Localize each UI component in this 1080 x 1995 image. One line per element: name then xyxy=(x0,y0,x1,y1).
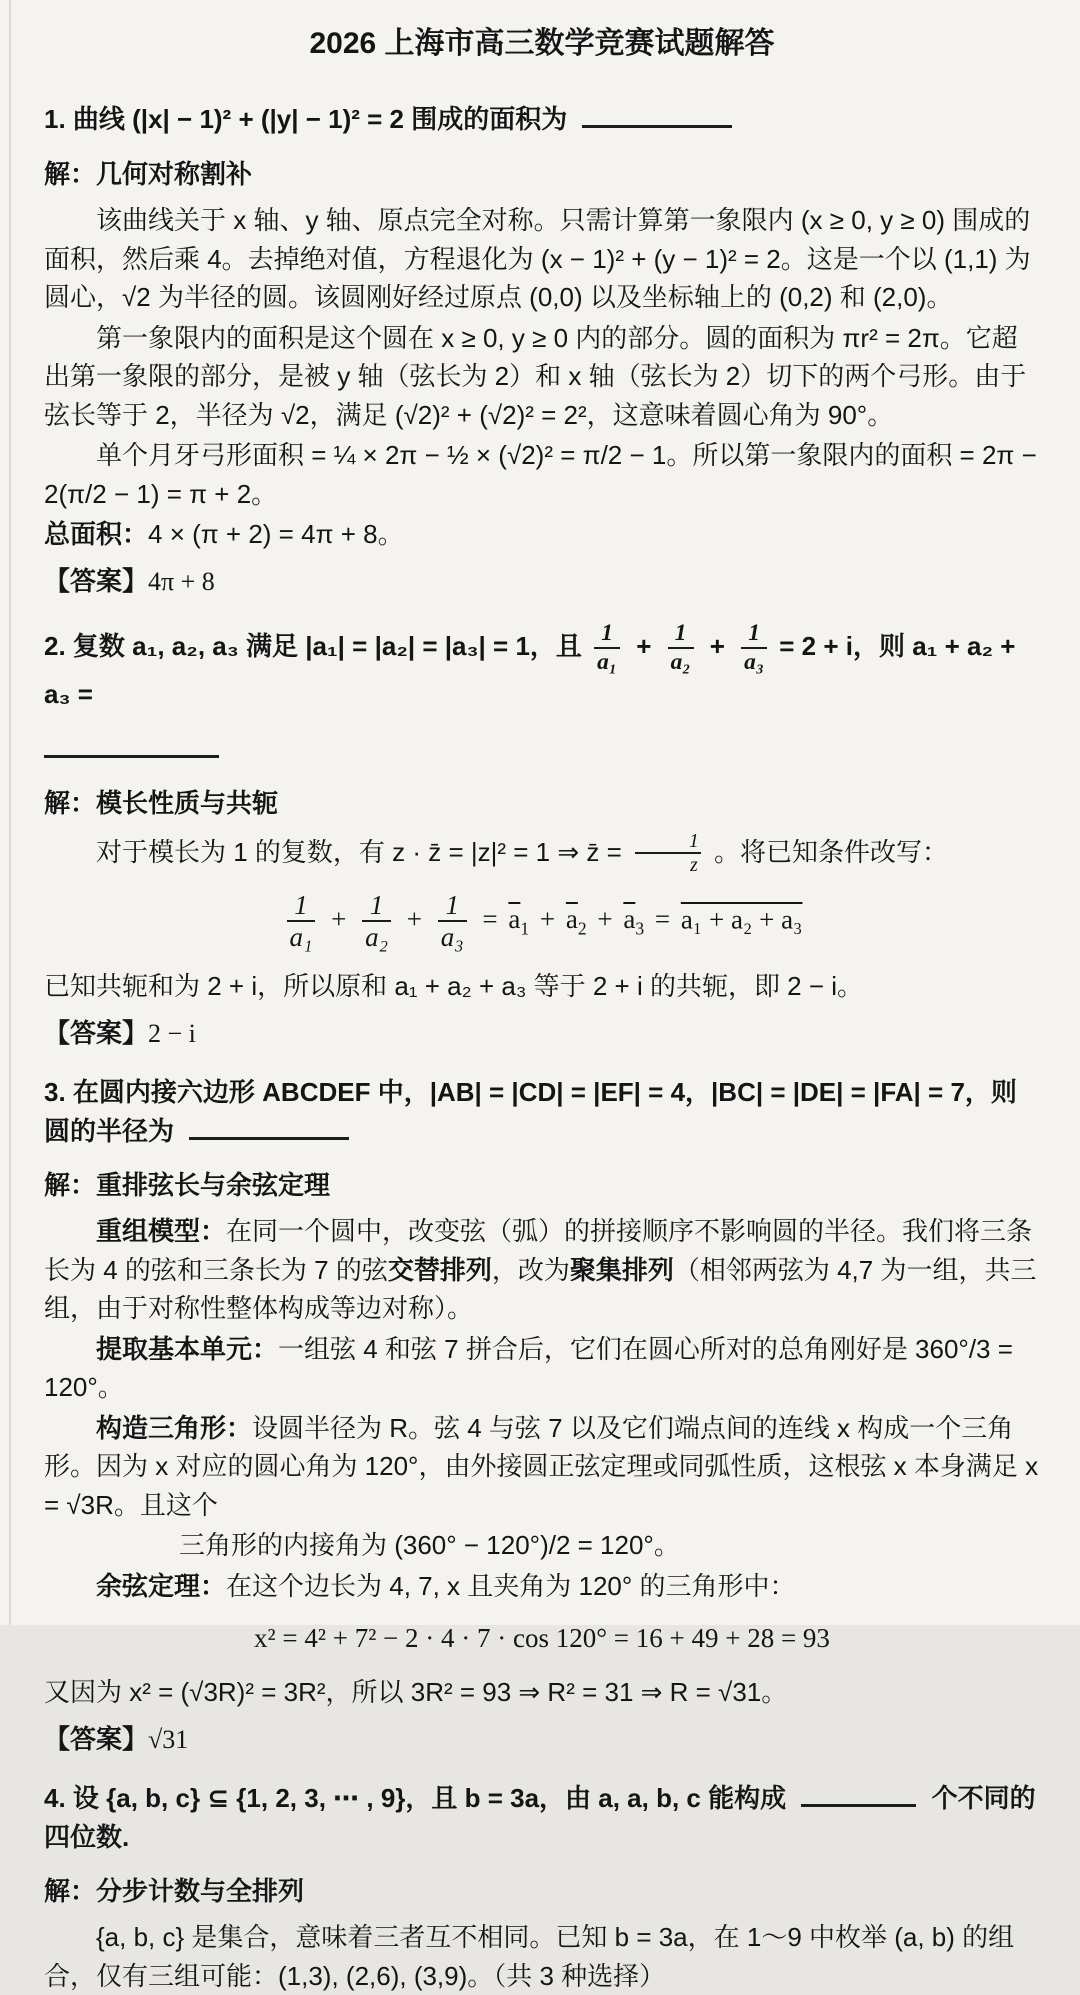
q3-method-line xyxy=(44,1166,1040,1204)
q1-total-label: 总面积： xyxy=(44,519,149,550)
q3-paragraph-4 xyxy=(44,1567,1040,1605)
q3-paragraph-1-label: 重组模型： xyxy=(96,1216,227,1247)
q4-stem xyxy=(44,1779,1040,1856)
q3-paragraph-2-text: 一组弦 4 和弦 7 拼合后，它们在圆心所对的总角刚好是 360°/3 = 120°。 xyxy=(44,1333,1013,1403)
q2-stem-text-b: = 2 + i，则 a₁ + a₂ + a₃ = xyxy=(44,631,1016,710)
q1-method-label: 解： xyxy=(44,158,97,189)
q2-answer-value: 2 − i xyxy=(148,1018,196,1048)
q2-conjugate-term-3: $\overline{a}_3$ xyxy=(623,904,645,939)
q4-method-label: 解： xyxy=(44,1876,97,1906)
q2-paragraph-1-text-b: 。将已知条件改写： xyxy=(713,836,948,867)
q1-method-line xyxy=(44,155,1040,193)
q1-answer-value: 4π + 8 xyxy=(148,566,215,596)
q3-stem xyxy=(44,1073,1040,1150)
q3-paragraph-1-text-a: 在同一个圆中，改变弦（弧）的拼接顺序不影响圆的半径。我们将三条长为 4 的弦和三条长为 7 的弦 xyxy=(44,1216,1033,1285)
q3-answer-value: √31 xyxy=(148,1724,189,1754)
q1-method-text: 几何对称割补 xyxy=(96,158,253,189)
q3-paragraph-3-continuation: 三角形的内接角为 (360° − 120°)/2 = 120°。 xyxy=(179,1530,680,1561)
q3-answer-line xyxy=(44,1720,1040,1759)
q2-answer-line xyxy=(44,1014,1040,1053)
scan-edge-line xyxy=(9,0,11,1625)
q2-eq-plus-4: + xyxy=(597,904,613,935)
q3-method-label: 解： xyxy=(44,1170,97,1201)
q2-paragraph-2: 已知共轭和为 2 + i，所以原和 a₁ + a₂ + a₃ 等于 2 + i 的共轭，即 2 − i。 xyxy=(44,971,864,1002)
q3-paragraph-1 xyxy=(44,1212,1040,1327)
q2-blank-line xyxy=(44,730,1040,768)
q2-stem xyxy=(44,621,1040,714)
q3-paragraph-2-label: 提取基本单元： xyxy=(96,1333,279,1364)
q3-paragraph-1-bold-1: 交替排列 xyxy=(387,1254,492,1285)
q1-paragraph-2: 第一象限内的面积是这个圆在 x ≥ 0, y ≥ 0 内的部分。圆的面积为 πr² = 2π。它超出第一象限的部分，是被 y 轴（弦长为 2）和 x 轴（弦长为 2）切下的两个弓形。由于弦长等于 2，半径为 √2，满足 (√2)² + (√2)² = 2²，这意味着圆心角为 90°。 xyxy=(44,322,1027,430)
q3-paragraph-1-text-b: ，改为 xyxy=(491,1254,570,1285)
q1-total-text: 4 × (π + 2) = 4π + 8。 xyxy=(148,519,404,550)
q4-number: 4. xyxy=(44,1783,66,1814)
q1-stem xyxy=(44,100,1040,138)
q3-answer-label: 【答案】 xyxy=(44,1723,149,1754)
q1-answer-blank xyxy=(582,101,732,129)
q4-stem-text-a: 设 {a, b, c} ⊆ {1, 2, 3, ⋯ , 9}，且 b = 3a，由 a, a, b, c 能构成 xyxy=(72,1783,787,1814)
q2-stem-fraction-1: $\frac{1}{\text{a₁}}$ xyxy=(594,621,620,675)
q3-paragraph-1-text-c: （相邻两弦为 4,7 为一组，共三组，由于对称性整体构成等边对称）。 xyxy=(44,1254,1037,1324)
q4-paragraph-1: {a, b, c} 是集合，意味着三者互不相同。已知 b = 3a，在 1～9 中枚举 (a, b) 的组合，仅有三组可能：(1,3), (2,6), (3,9)。（共 3 种选择） xyxy=(44,1922,1015,1991)
q1-stem-text: 曲线 (|x| − 1)² + (|y| − 1)² = 2 围成的面积为 xyxy=(72,104,568,135)
q2-eq-plus-3: + xyxy=(539,904,556,935)
q2-method-text: 模长性质与共轭 xyxy=(96,788,279,819)
q2-paragraph-1-text-a: 对于模长为 1 的复数，有 z · z̄ = |z|² = 1 ⇒ z̄ = xyxy=(96,836,622,867)
q1-total-line xyxy=(44,515,1040,553)
q3-method-text: 重排弦长与余弦定理 xyxy=(96,1170,331,1201)
q2-eq-plus-1: + xyxy=(331,904,347,935)
q4-answer-blank xyxy=(801,1779,916,1807)
q3-number: 3. xyxy=(44,1077,66,1108)
q3-paragraph-1-bold-2: 聚集排列 xyxy=(569,1254,674,1285)
q3-paragraph-3 xyxy=(44,1409,1040,1524)
q2-paragraph-1 xyxy=(44,831,1040,877)
q1-number: 1. xyxy=(44,104,66,135)
q2-stem-fraction-2: $\frac{1}{\text{a₂}}$ xyxy=(668,621,694,675)
q2-conjugate-term-2: $\overline{a}_2$ xyxy=(565,904,587,939)
q2-method-label: 解： xyxy=(44,788,97,819)
q3-paragraph-4-label: 余弦定理： xyxy=(96,1570,227,1601)
q2-eq-fraction-3: $\frac{1}{\text{a₃}}$ xyxy=(438,891,467,953)
q3-answer-blank xyxy=(189,1112,349,1140)
q2-plus-2: + xyxy=(709,631,725,662)
q3-display-equation: x² = 4² + 7² − 2 · 4 · 7 · cos 120° = 16 + 49 + 28 = 93 xyxy=(254,1623,830,1654)
q3-paragraph-3-text: 设圆半径为 R。弦 4 与弦 7 以及它们端点间的连线 x 构成一个三角形。因为 x 对应的圆心角为 120°，由外接圆正弦定理或同弧性质，这根弦 x 本身满足 x = √3R。且这个 xyxy=(44,1412,1039,1520)
q2-answer-label: 【答案】 xyxy=(44,1017,149,1048)
q3-paragraph-5: 又因为 x² = (√3R)² = 3R²，所以 3R² = 93 ⇒ R² = 31 ⇒ R = √31。 xyxy=(44,1677,788,1708)
q4-method-line xyxy=(44,1872,1040,1910)
q2-eq-plus-2: + xyxy=(406,904,422,935)
q2-inline-fraction: $\frac{1}{z}$ xyxy=(634,831,702,877)
q2-eq-equals-2: = xyxy=(654,904,671,935)
q1-answer-label: 【答案】 xyxy=(44,565,149,596)
q3-paragraph-3-label: 构造三角形： xyxy=(96,1412,253,1443)
q4-method-text: 分步计数与全排列 xyxy=(96,1876,305,1906)
q2-stem-fraction-3: $\frac{1}{\text{a₃}}$ xyxy=(741,621,767,675)
q1-answer-line xyxy=(44,562,1040,601)
q1-paragraph-3: 单个月牙弓形面积 = ¼ × 2π − ½ × (√2)² = π/2 − 1。所以第一象限内的面积 = 2π − 2(π/2 − 1) = π + 2。 xyxy=(44,440,1037,509)
q3-stem-text: 在圆内接六边形 ABCDEF 中，|AB| = |CD| = |EF| = 4，|BC| = |DE| = |FA| = 7，则圆的半径为 xyxy=(44,1077,1017,1146)
q3-paragraph-2 xyxy=(44,1330,1040,1407)
q2-conjugate-term-1: $\overline{a}_1$ xyxy=(508,904,530,939)
q2-answer-blank xyxy=(44,730,219,758)
q4-stem-text-b: 个不同的四位数. xyxy=(44,1783,1036,1852)
page-title: 2026 上海市高三数学竞赛试题解答 xyxy=(309,27,775,60)
q2-number: 2. xyxy=(44,631,66,662)
q1-paragraph-1: 该曲线关于 x 轴、y 轴、原点完全对称。只需计算第一象限内 (x ≥ 0, y ≥ 0) 围成的面积，然后乘 4。去掉绝对值，方程退化为 (x − 1)² + (y − 1)² = 2。这是一个以 (1,1) 为圆心，√2 为半径的圆。该圆刚好经过原点 (0,0) 以及坐标轴上的 (0,2) 和 (2,0)。 xyxy=(44,205,1031,313)
q2-conjugate-sum: a₁ + a₂ + a₃ xyxy=(680,904,803,935)
q2-display-equation xyxy=(44,891,1040,953)
q2-eq-fraction-1: $\frac{1}{\text{a₁}}$ xyxy=(287,891,316,953)
q2-eq-equals-1: = xyxy=(482,904,498,935)
q2-stem-text-a: 复数 a₁, a₂, a₃ 满足 |a₁| = |a₂| = |a₃| = 1，且 xyxy=(72,631,582,662)
q3-paragraph-4-text: 在这个边长为 4, 7, x 且夹角为 120° 的三角形中： xyxy=(226,1570,796,1601)
q2-plus-1: + xyxy=(636,631,652,662)
q2-method-line xyxy=(44,784,1040,822)
q2-eq-fraction-2: $\frac{1}{\text{a₂}}$ xyxy=(362,891,391,953)
